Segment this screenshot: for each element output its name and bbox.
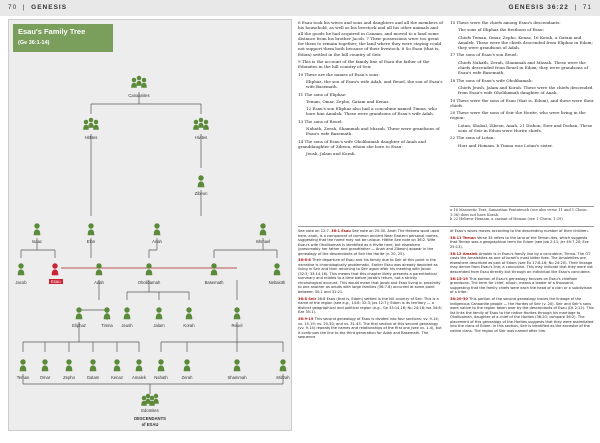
verse-20: 20 These were the sons of Seir the Horite, who were living in the region: <box>450 110 586 121</box>
verse-15: 15 These were the chiefs among Esau's descendants: <box>450 20 561 25</box>
grandson-icon-3 <box>90 359 97 371</box>
verse-22: 22 The sons of Lotan: <box>450 135 495 141</box>
nebaioth-icon <box>274 263 281 275</box>
label-reuel: Reuel <box>231 323 243 328</box>
note-36-12: 36:12 Amalek Amalek is in Esau's family line by a concubine, Timna. The OT casts the Amalekites as one of Israel's most bitter foes. The Amalekites are elsewhere described as part of Edom (see Ex 17:8-16; Nu 24:20). Their lineage may derive from Esau's line; a concubine. This may indicate that they were not descended from Esau directly but through an individual like Esau's concubine. <box>450 251 593 274</box>
label-isaac: Isaac <box>31 239 43 244</box>
label-jacob: Jacob <box>15 280 27 285</box>
label-teman: Teman <box>16 375 30 380</box>
edomites-icon <box>141 394 159 406</box>
grandson-icon-5 <box>136 359 143 371</box>
verse-13b: Nahath, Zerah, Shammah and Mizzah. These were grandsons of Esau's wife Basemath. <box>306 126 440 137</box>
note-36-9-19: 36:9-19 This second genealogy of Esau is divided into four sections: vv. 9-14; vv. 15-19; vv. 20-30; and vv. 31-43. The first section of this second genealogy (vv. 9-14) repeats the names and relationships of the first one (see vv. 1-4), but it continues the line to the third generation for Adah and Basemath. The sequence <box>298 317 442 340</box>
verse-13: 13 The sons of Reuel: <box>298 118 343 124</box>
verse-18b: Chiefs Jeush, Jalam and Korah. These were the chiefs descended from Esau's wife Oholibamah daughter of Anah. <box>458 84 593 96</box>
label-adah: Adah <box>94 280 104 285</box>
family-tree-title: Esau's Family Tree <box>18 27 86 36</box>
verse-17b: Chiefs Nahath, Zerah, Shammah and Mizzah. These were the chiefs descended from Reuel in Edom; they were grandsons of Esau's wife Basemath. <box>458 59 589 76</box>
note-36-6-8: 36:6-8 Their departure of Esau and his family due to Seir at this point in the narrative is chronologically problematic. Earlier Esau was already depicted as living in Seir and then returning to Seir again after his meeting with Jacob (32:3; 33:14,16). This means that this chapter likely presents a parenthetical summary and relates to a time before Jacob's return, not a strictly chronological account. This would mean that Jacob and Esau living in proximity to one another as adults with large families (36:7-8) occurred at some point between 30:1 and 31:21. <box>298 258 441 294</box>
scripture-column-1 <box>298 20 444 159</box>
right-page-header: GENESIS 36:22 | 71 <box>508 4 592 11</box>
label-korah: Korah <box>183 323 195 328</box>
grandson-icon-1 <box>42 359 49 371</box>
verse-20b: Lotan, Shobal, Zibeon, Anah, 21 Dishon, Ezer and Dishan. These sons of Seir in Edom were Horite chiefs. <box>458 122 593 134</box>
grandson-icon-2 <box>66 359 73 371</box>
label-canaanites: Canaanites <box>128 93 150 98</box>
label-of-esau: of ESAU <box>141 422 159 427</box>
grandson-icon-7 <box>184 359 191 371</box>
ishmael-icon <box>260 223 267 235</box>
reuel-icon <box>234 307 241 319</box>
label-zibeon: Zibeon <box>194 191 208 196</box>
footnote-divider <box>450 206 594 207</box>
label-hivites: Hivites <box>194 135 208 140</box>
family-tree-panel <box>8 19 292 431</box>
verse-11: 11 The sons of Eliphaz: <box>298 91 347 97</box>
verse-10b: Eliphaz, the son of Esau's wife Adah, and Reuel, the son of Esau's wife Basemath. <box>306 78 443 90</box>
note-36-11: 36:11 Teman Verse 34 refers to the land of the Teman-ites, which suggests that Teman was a geographical term for Edom (see Job 2:11; Jer 49:7,20; Eze 25:13). <box>450 235 589 249</box>
footnote-a: a 16 Masoretic Text; Samaritan Pentateuch (see also verse 11 and 1 Chron. 1:36) does not have Korah. <box>450 208 588 217</box>
label-edomites: Edomites <box>141 408 159 413</box>
label-elon: Elon <box>86 239 96 244</box>
label-esau: Esau <box>51 279 61 284</box>
label-ishmael: Ishmael <box>255 239 271 244</box>
grandson-icon-8 <box>234 359 241 371</box>
label-gatam: Gatam <box>86 375 100 380</box>
verse-9: 9 This is the account of the family line of Esau the father of the Edomites in the hill country of Seir. <box>298 59 430 70</box>
note-36-8: 36:8 Seir 36:8 Esau (that is, Edom) settled in the hill country of Seir. This is a name of the region (see e.g., 14:6; 32:3; Jos 12:7); Edom is its territory — a distinct geographical and political region (e.g., Ge 33:14,16; Nu 24:18; Isa 34:6; Eze 35:1). <box>298 296 442 315</box>
grandson-icon-6 <box>158 359 165 371</box>
anah-icon <box>154 223 161 235</box>
label-oholibamah: Oholibamah <box>137 280 161 285</box>
label-zerah: Zerah <box>181 375 193 380</box>
page-header <box>0 0 600 16</box>
verse-12: 12 Esau's son Eliphaz also had a concubine named Timna, who bore him Amalek. These were grandsons of Esau's wife Adah. <box>306 106 437 117</box>
label-amalek: Amalek <box>132 375 146 380</box>
footnote-b: b 22 Hebrew Hemam, a variant of Heman (see 1 Chron. 1:39) <box>450 217 563 222</box>
note-36-20-30: 36:20-30 This portion of the second genealogy traces the lineage of the indigenous Canaanite people — the Horites of Seir (v. 20). Seir and Seir's sons were native to the region taken over by the descendants of Esau (Dt 2:12). This list links the family of Esau to the native Horites through his marriage to Oholibamah, daughter of a chief of the Horites (36:20; compare 36:2). The placement of this genealogy of the Horites suggests that they were assimilated into the clans of Edom. In this section, Seir is identified as the ancestor of the native clans. The region of Seir was named after him. <box>450 297 594 333</box>
isaac-icon <box>34 223 41 235</box>
verse-17: 17 The sons of Esau's son Reuel: <box>450 52 518 58</box>
label-descendants: DESCENDANTS <box>134 416 166 421</box>
grandson-icon-4 <box>114 359 121 371</box>
left-page-header: 70 | GENESIS <box>8 4 68 11</box>
verse-18: 18 The sons of Esau's wife Oholibamah: <box>450 77 533 83</box>
jacob-icon <box>18 263 25 275</box>
label-omar: Omar <box>39 375 51 380</box>
note-cont: of Esau's wives moves according to the descending number of their children. <box>450 229 589 233</box>
esau-icon <box>52 263 59 275</box>
label-anah: Anah <box>152 239 162 244</box>
label-kenaz: Kenaz <box>111 375 123 380</box>
grandson-icon-0 <box>20 359 27 371</box>
label-mizzah: Mizzah <box>276 375 290 380</box>
oholibamah-icon <box>146 263 153 275</box>
note-36-1: See note on 12:7. 36:1 Esau See note on 25:30. Anah The Hebrew word used here, anah, is a component of common ancient Near Eastern personal names, suggesting that the name may not be unique. Hittite See note on 36:2. Wife Esau's wife Oholibamah is identified as a Hivite here, but elsewhere (presumably her father and grandfather — Anah and Zibeon) appear in the genealogy of the descendants of Seir the Horite (v. 20, 25). <box>298 229 440 256</box>
label-eliphaz: Eliphaz <box>72 323 86 328</box>
label-timna: Timna <box>101 323 113 328</box>
verse-14: 14 The sons of Esau's wife Oholibamah daughter of Anah and granddaughter of Zibeon, whom she bore to Esau: <box>298 138 426 149</box>
label-zepho: Zepho <box>63 375 75 380</box>
canaanites-icon <box>131 76 147 88</box>
hivites-icon <box>193 118 209 130</box>
scripture-column-2 <box>450 20 594 150</box>
label-nahath: Nahath <box>154 375 168 380</box>
label-shammah: Shammah <box>227 375 247 380</box>
grandson-icon-9 <box>280 359 287 371</box>
label-jalam: Jalam <box>153 323 165 328</box>
verse-15c: Chiefs Teman, Omar, Zepho, Kenaz, 16 Korah, a Gatam and Amalek. These were the chiefs descended from Eliphaz in Edom; they were grandsons of Adah. <box>458 34 593 51</box>
verse-10: 10 These are the names of Esau's sons: <box>298 71 380 77</box>
family-tree-subtitle: (Ge 36:1-14) <box>18 40 50 46</box>
study-notes-divider <box>298 226 594 227</box>
adah-icon <box>96 263 103 275</box>
verse-15b: The sons of Eliphaz the firstborn of Esau: <box>458 27 544 33</box>
study-notes-left <box>298 229 442 435</box>
verse-11b: Teman, Omar, Zepho, Gatam and Kenaz. <box>306 98 390 104</box>
verse-22b: Hori and Homam. b Timna was Lotan's sister. <box>458 142 553 148</box>
eliphaz-icon <box>76 307 83 319</box>
elon-icon <box>88 223 95 235</box>
verse-19: 19 These were the sons of Esau (that is, Edom), and these were their chiefs. <box>450 97 594 108</box>
family-tree-diagram <box>9 20 291 430</box>
study-notes-right <box>450 229 594 435</box>
jeush-icon <box>124 307 131 319</box>
label-basemath: Basemath <box>204 280 224 285</box>
label-jeush: Jeush <box>121 323 133 328</box>
jalam-icon <box>156 307 163 319</box>
korah-icon <box>186 307 193 319</box>
hittites-icon <box>83 118 99 130</box>
footnotes <box>450 208 594 222</box>
label-nebaioth: Nebaioth <box>268 280 286 285</box>
label-hittites: Hittites <box>84 135 98 140</box>
zibeon-icon <box>198 175 205 187</box>
verse-14b: Jeush, Jalam and Korah. <box>306 151 356 157</box>
verse-6-8: 6 Esau took his wives and sons and daughters and all the members of his household, as well as his livestock and all his other animals and all the goods he had acquired in Canaan, and moved to a land some distance from his brother Jacob. 7 Their possessions were too great for them to remain together; the land where they were staying could not support them both because of their livestock. 8 So Esau (that is, Edom) settled in the hill country of Seir. <box>298 20 443 57</box>
note-36-15-19: 36:15-19 This portion of Esau's genealogy focuses on Esau's chieftain grandsons. The term for chief, alluph, means a leader of a thousand, suggesting that the family chiefs were each the head of a clan or a subdivision of a tribe. <box>450 276 593 295</box>
basemath-icon <box>211 263 218 275</box>
